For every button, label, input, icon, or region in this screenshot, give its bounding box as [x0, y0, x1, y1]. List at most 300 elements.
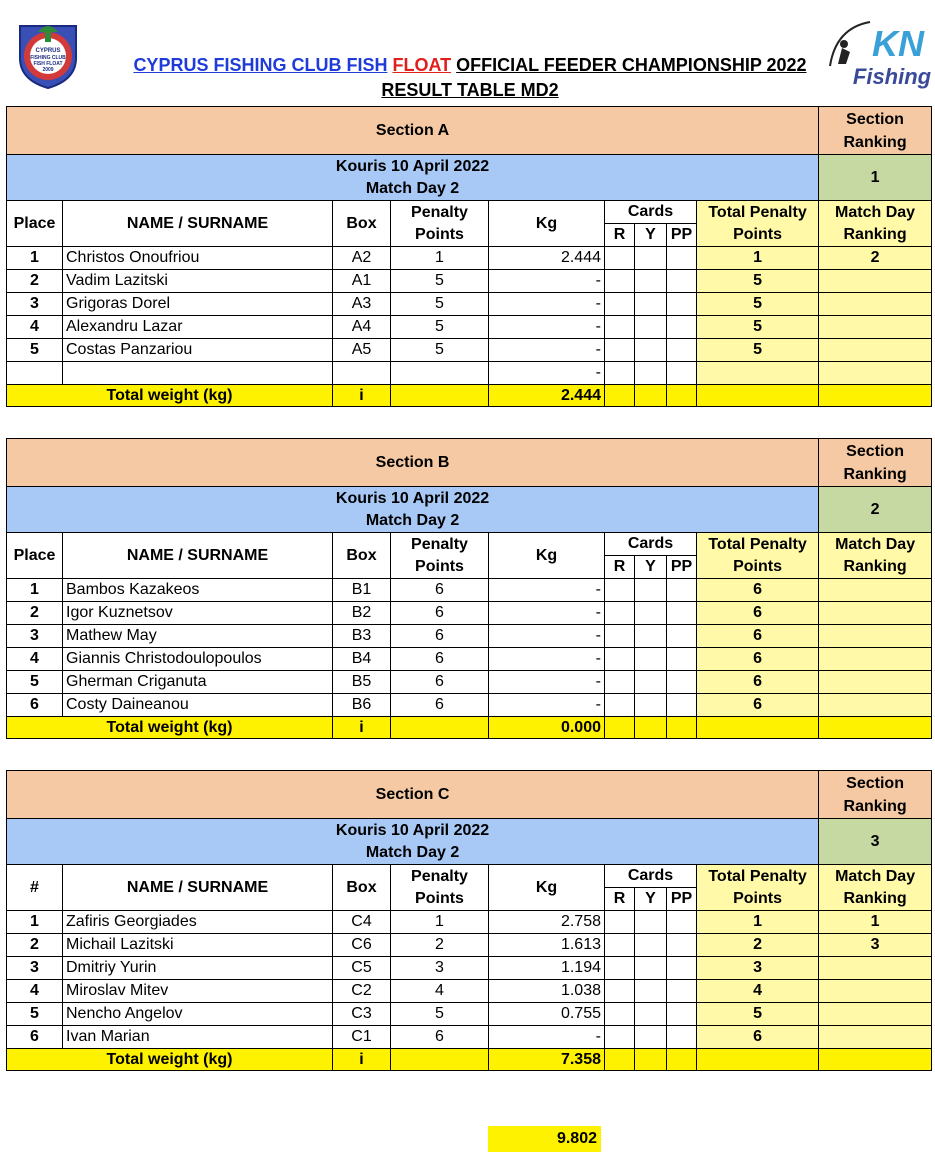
col-penalty-text: Penalty Points	[411, 867, 468, 907]
row-penalty: 5	[391, 339, 489, 362]
row-total-penalty: 5	[697, 316, 819, 339]
row-name: Michail Lazitski	[63, 934, 333, 957]
row-penalty: 1	[391, 911, 489, 934]
total-weight-label: Total weight (kg)	[7, 1049, 333, 1071]
table-row	[7, 316, 932, 339]
total-md-ranking	[819, 385, 932, 407]
card-pp: PP	[667, 888, 697, 911]
row-name: Igor Kuznetsov	[63, 602, 333, 625]
card-red: R	[605, 224, 635, 247]
row-place: 3	[7, 957, 63, 980]
row-box: C3	[333, 1003, 391, 1026]
table-row	[7, 362, 932, 385]
row-md-ranking	[819, 270, 932, 293]
row-box: A1	[333, 270, 391, 293]
row-kg: -	[489, 579, 605, 602]
row-card-r	[605, 1026, 635, 1049]
col-place: Place	[7, 201, 63, 247]
table-row	[7, 625, 932, 648]
row-total-penalty: 1	[697, 911, 819, 934]
row-penalty: 5	[391, 316, 489, 339]
row-card-pp	[667, 694, 697, 717]
row-penalty: 5	[391, 270, 489, 293]
row-card-y	[635, 339, 667, 362]
row-card-y	[635, 625, 667, 648]
row-card-pp	[667, 362, 697, 385]
title-part-championship: OFFICIAL FEEDER CHAMPIONSHIP 2022	[456, 55, 807, 75]
section-title: Section C	[7, 771, 819, 819]
col-box: Box	[333, 201, 391, 247]
col-penalty	[391, 533, 489, 579]
row-kg: 0.755	[489, 1003, 605, 1026]
row-md-ranking	[819, 1003, 932, 1026]
col-cards: Cards	[605, 201, 697, 224]
row-card-pp	[667, 1003, 697, 1026]
row-card-r	[605, 957, 635, 980]
row-kg: -	[489, 602, 605, 625]
row-box: C6	[333, 934, 391, 957]
table-row	[7, 1026, 932, 1049]
row-kg: -	[489, 694, 605, 717]
club-logo	[12, 18, 84, 90]
row-kg: -	[489, 339, 605, 362]
total-md-ranking	[819, 1049, 932, 1071]
row-md-ranking	[819, 293, 932, 316]
row-md-ranking	[819, 648, 932, 671]
col-kg: Kg	[489, 865, 605, 911]
total-card-pp	[667, 1049, 697, 1071]
row-card-r	[605, 579, 635, 602]
section-ranking-label-text: Section Ranking	[843, 110, 907, 151]
row-place: 3	[7, 625, 63, 648]
svg-text:FISH FLOAT: FISH FLOAT	[33, 61, 63, 67]
svg-text:Fishing: Fishing	[852, 64, 932, 89]
total-weight-label: Total weight (kg)	[7, 385, 333, 407]
col-md-ranking	[819, 533, 932, 579]
row-penalty: 6	[391, 648, 489, 671]
col-name: NAME / SURNAME	[63, 865, 333, 911]
total-weight-value: 7.358	[489, 1049, 605, 1071]
section-ranking-label-text: Section Ranking	[843, 442, 907, 483]
row-card-pp	[667, 1026, 697, 1049]
col-md-ranking	[819, 201, 932, 247]
row-card-r	[605, 911, 635, 934]
total-penalty-sum	[697, 385, 819, 407]
match-day: Match Day 2	[365, 179, 460, 197]
row-card-y	[635, 671, 667, 694]
row-md-ranking	[819, 694, 932, 717]
match-info	[7, 155, 819, 201]
match-day: Match Day 2	[365, 843, 460, 861]
card-pp: PP	[667, 224, 697, 247]
col-cards: Cards	[605, 533, 697, 556]
row-box: B3	[333, 625, 391, 648]
row-name: Miroslav Mitev	[63, 980, 333, 1003]
row-name: Zafiris Georgiades	[63, 911, 333, 934]
row-card-r	[605, 671, 635, 694]
table-row	[7, 579, 932, 602]
svg-text:2009: 2009	[42, 67, 54, 73]
row-card-r	[605, 648, 635, 671]
row-kg: 2.444	[489, 247, 605, 270]
row-place: 1	[7, 579, 63, 602]
row-box: C5	[333, 957, 391, 980]
col-penalty	[391, 201, 489, 247]
row-penalty: 6	[391, 671, 489, 694]
row-place: 4	[7, 648, 63, 671]
row-card-y	[635, 957, 667, 980]
row-md-ranking	[819, 1026, 932, 1049]
row-place	[7, 362, 63, 385]
col-name: NAME / SURNAME	[63, 533, 333, 579]
match-date: Kouris 10 April 2022	[335, 821, 490, 839]
row-penalty: 6	[391, 602, 489, 625]
row-place: 4	[7, 980, 63, 1003]
row-total-penalty: 5	[697, 1003, 819, 1026]
row-penalty	[391, 362, 489, 385]
page-title	[100, 54, 840, 76]
row-md-ranking	[819, 671, 932, 694]
row-penalty: 2	[391, 934, 489, 957]
row-box: B1	[333, 579, 391, 602]
page-subtitle: RESULT TABLE MD2	[381, 80, 559, 100]
row-card-y	[635, 1026, 667, 1049]
row-box: C1	[333, 1026, 391, 1049]
row-card-pp	[667, 293, 697, 316]
total-box: i	[333, 385, 391, 407]
row-total-penalty: 6	[697, 602, 819, 625]
card-red: R	[605, 888, 635, 911]
total-weight-value: 0.000	[489, 717, 605, 739]
total-weight-value: 2.444	[489, 385, 605, 407]
table-row	[7, 911, 932, 934]
row-md-ranking	[819, 362, 932, 385]
row-kg: -	[489, 270, 605, 293]
row-total-penalty: 6	[697, 694, 819, 717]
row-kg: 1.194	[489, 957, 605, 980]
col-md-ranking-text: Match Day Ranking	[835, 867, 916, 907]
section-ranking-label-text: Section Ranking	[843, 774, 907, 815]
row-total-penalty: 5	[697, 270, 819, 293]
table-row	[7, 339, 932, 362]
row-card-r	[605, 602, 635, 625]
section-table	[6, 438, 932, 739]
row-box: C4	[333, 911, 391, 934]
row-card-r	[605, 270, 635, 293]
match-day: Match Day 2	[365, 511, 460, 529]
row-card-y	[635, 579, 667, 602]
total-card-y	[635, 385, 667, 407]
grand-total-weight: 9.802	[488, 1126, 601, 1152]
row-card-r	[605, 362, 635, 385]
row-box: A3	[333, 293, 391, 316]
card-yellow: Y	[635, 224, 667, 247]
row-total-penalty: 6	[697, 648, 819, 671]
section-ranking-value: 3	[819, 819, 932, 865]
table-row	[7, 957, 932, 980]
total-card-pp	[667, 717, 697, 739]
row-place: 2	[7, 270, 63, 293]
row-place: 5	[7, 671, 63, 694]
card-yellow: Y	[635, 888, 667, 911]
row-total-penalty: 1	[697, 247, 819, 270]
row-place: 5	[7, 339, 63, 362]
row-md-ranking: 1	[819, 911, 932, 934]
col-penalty-text: Penalty Points	[411, 203, 468, 243]
row-penalty: 5	[391, 1003, 489, 1026]
row-penalty: 1	[391, 247, 489, 270]
total-card-r	[605, 717, 635, 739]
row-card-r	[605, 625, 635, 648]
row-place: 6	[7, 1026, 63, 1049]
total-md-ranking	[819, 717, 932, 739]
match-date: Kouris 10 April 2022	[335, 489, 490, 507]
row-name: Dmitriy Yurin	[63, 957, 333, 980]
row-total-penalty: 6	[697, 671, 819, 694]
row-name: Costy Daineanou	[63, 694, 333, 717]
row-card-pp	[667, 671, 697, 694]
col-name: NAME / SURNAME	[63, 201, 333, 247]
row-name: Costas Panzariou	[63, 339, 333, 362]
section-ranking-value: 1	[819, 155, 932, 201]
row-total-penalty: 4	[697, 980, 819, 1003]
section-title: Section B	[7, 439, 819, 487]
row-card-y	[635, 648, 667, 671]
table-row	[7, 671, 932, 694]
row-total-penalty: 3	[697, 957, 819, 980]
row-card-y	[635, 1003, 667, 1026]
table-row	[7, 1003, 932, 1026]
col-place: #	[7, 865, 63, 911]
svg-text:FISHING CLUB: FISHING CLUB	[30, 55, 66, 61]
row-place: 1	[7, 911, 63, 934]
row-total-penalty: 5	[697, 339, 819, 362]
total-card-r	[605, 385, 635, 407]
row-name	[63, 362, 333, 385]
table-row	[7, 648, 932, 671]
row-penalty: 6	[391, 625, 489, 648]
row-name: Christos Onoufriou	[63, 247, 333, 270]
row-total-penalty: 5	[697, 293, 819, 316]
row-kg: -	[489, 625, 605, 648]
col-kg: Kg	[489, 533, 605, 579]
row-card-pp	[667, 579, 697, 602]
row-total-penalty: 2	[697, 934, 819, 957]
row-place: 6	[7, 694, 63, 717]
row-card-pp	[667, 980, 697, 1003]
section-ranking-label	[819, 107, 932, 155]
row-penalty: 6	[391, 1026, 489, 1049]
table-row	[7, 270, 932, 293]
row-penalty: 4	[391, 980, 489, 1003]
row-md-ranking: 2	[819, 247, 932, 270]
row-name: Alexandru Lazar	[63, 316, 333, 339]
row-total-penalty: 6	[697, 1026, 819, 1049]
col-md-ranking-text: Match Day Ranking	[835, 203, 916, 243]
total-penalty-sum	[697, 1049, 819, 1071]
svg-text:CYPRUS: CYPRUS	[35, 48, 61, 54]
row-md-ranking	[819, 316, 932, 339]
row-kg: 2.758	[489, 911, 605, 934]
row-kg: -	[489, 648, 605, 671]
row-kg: -	[489, 293, 605, 316]
row-name: Grigoras Dorel	[63, 293, 333, 316]
row-box: A4	[333, 316, 391, 339]
title-part-float: FLOAT	[392, 55, 452, 75]
row-name: Vadim Lazitski	[63, 270, 333, 293]
col-penalty	[391, 865, 489, 911]
match-info	[7, 819, 819, 865]
row-kg: 1.613	[489, 934, 605, 957]
total-card-y	[635, 717, 667, 739]
card-yellow: Y	[635, 556, 667, 579]
total-card-y	[635, 1049, 667, 1071]
section-table	[6, 770, 932, 1071]
col-total-penalty-text: Total Penalty Points	[708, 867, 807, 907]
table-row	[7, 247, 932, 270]
total-penalty-empty	[391, 1049, 489, 1071]
total-card-pp	[667, 385, 697, 407]
total-card-r	[605, 1049, 635, 1071]
row-kg: 1.038	[489, 980, 605, 1003]
row-card-pp	[667, 602, 697, 625]
row-name: Giannis Christodoulopoulos	[63, 648, 333, 671]
row-name: Gherman Criganuta	[63, 671, 333, 694]
section-ranking-value: 2	[819, 487, 932, 533]
row-card-pp	[667, 270, 697, 293]
table-row	[7, 694, 932, 717]
row-md-ranking	[819, 980, 932, 1003]
row-card-y	[635, 293, 667, 316]
row-total-penalty: 6	[697, 579, 819, 602]
row-card-pp	[667, 934, 697, 957]
total-box: i	[333, 1049, 391, 1071]
row-total-penalty	[697, 362, 819, 385]
col-total-penalty-text: Total Penalty Points	[708, 535, 807, 575]
table-row	[7, 934, 932, 957]
row-place: 1	[7, 247, 63, 270]
row-card-r	[605, 1003, 635, 1026]
row-card-pp	[667, 957, 697, 980]
row-md-ranking	[819, 602, 932, 625]
row-box: B2	[333, 602, 391, 625]
row-name: Bambos Kazakeos	[63, 579, 333, 602]
row-place: 5	[7, 1003, 63, 1026]
row-name: Mathew May	[63, 625, 333, 648]
title-part-club: CYPRUS FISHING CLUB FISH	[133, 55, 388, 75]
col-kg: Kg	[489, 201, 605, 247]
table-row	[7, 602, 932, 625]
card-red: R	[605, 556, 635, 579]
row-card-pp	[667, 316, 697, 339]
section-ranking-label	[819, 439, 932, 487]
row-kg: -	[489, 1026, 605, 1049]
row-card-r	[605, 980, 635, 1003]
row-md-ranking	[819, 957, 932, 980]
section-title: Section A	[7, 107, 819, 155]
total-penalty-sum	[697, 717, 819, 739]
col-box: Box	[333, 865, 391, 911]
row-card-y	[635, 270, 667, 293]
table-row	[7, 980, 932, 1003]
row-place: 2	[7, 934, 63, 957]
col-cards: Cards	[605, 865, 697, 888]
row-box: A5	[333, 339, 391, 362]
col-place: Place	[7, 533, 63, 579]
col-total-penalty	[697, 865, 819, 911]
col-total-penalty-text: Total Penalty Points	[708, 203, 807, 243]
row-card-y	[635, 316, 667, 339]
row-card-r	[605, 339, 635, 362]
row-md-ranking	[819, 339, 932, 362]
row-card-y	[635, 694, 667, 717]
row-name: Ivan Marian	[63, 1026, 333, 1049]
col-md-ranking-text: Match Day Ranking	[835, 535, 916, 575]
row-penalty: 3	[391, 957, 489, 980]
total-weight-label: Total weight (kg)	[7, 717, 333, 739]
row-box: B4	[333, 648, 391, 671]
row-kg: -	[489, 362, 605, 385]
row-box: B5	[333, 671, 391, 694]
row-box: A2	[333, 247, 391, 270]
col-md-ranking	[819, 865, 932, 911]
row-card-r	[605, 247, 635, 270]
row-card-pp	[667, 625, 697, 648]
col-box: Box	[333, 533, 391, 579]
row-penalty: 6	[391, 579, 489, 602]
row-penalty: 6	[391, 694, 489, 717]
section-ranking-label	[819, 771, 932, 819]
row-card-y	[635, 602, 667, 625]
col-total-penalty	[697, 201, 819, 247]
row-card-y	[635, 911, 667, 934]
col-penalty-text: Penalty Points	[411, 535, 468, 575]
row-card-r	[605, 293, 635, 316]
row-name: Nencho Angelov	[63, 1003, 333, 1026]
row-place: 2	[7, 602, 63, 625]
match-info	[7, 487, 819, 533]
row-card-y	[635, 934, 667, 957]
row-card-y	[635, 980, 667, 1003]
total-penalty-empty	[391, 717, 489, 739]
row-box: B6	[333, 694, 391, 717]
col-total-penalty	[697, 533, 819, 579]
row-md-ranking	[819, 625, 932, 648]
total-penalty-empty	[391, 385, 489, 407]
section-table	[6, 106, 932, 407]
card-pp: PP	[667, 556, 697, 579]
row-card-r	[605, 694, 635, 717]
row-total-penalty: 6	[697, 625, 819, 648]
row-kg: -	[489, 671, 605, 694]
row-card-r	[605, 934, 635, 957]
row-box: C2	[333, 980, 391, 1003]
row-penalty: 5	[391, 293, 489, 316]
row-card-pp	[667, 339, 697, 362]
table-row	[7, 293, 932, 316]
row-place: 4	[7, 316, 63, 339]
row-md-ranking: 3	[819, 934, 932, 957]
row-box	[333, 362, 391, 385]
row-kg: -	[489, 316, 605, 339]
svg-text:KN: KN	[872, 23, 924, 64]
row-card-y	[635, 247, 667, 270]
kn-fishing-logo	[826, 18, 934, 90]
row-card-pp	[667, 911, 697, 934]
row-place: 3	[7, 293, 63, 316]
row-md-ranking	[819, 579, 932, 602]
row-card-y	[635, 362, 667, 385]
